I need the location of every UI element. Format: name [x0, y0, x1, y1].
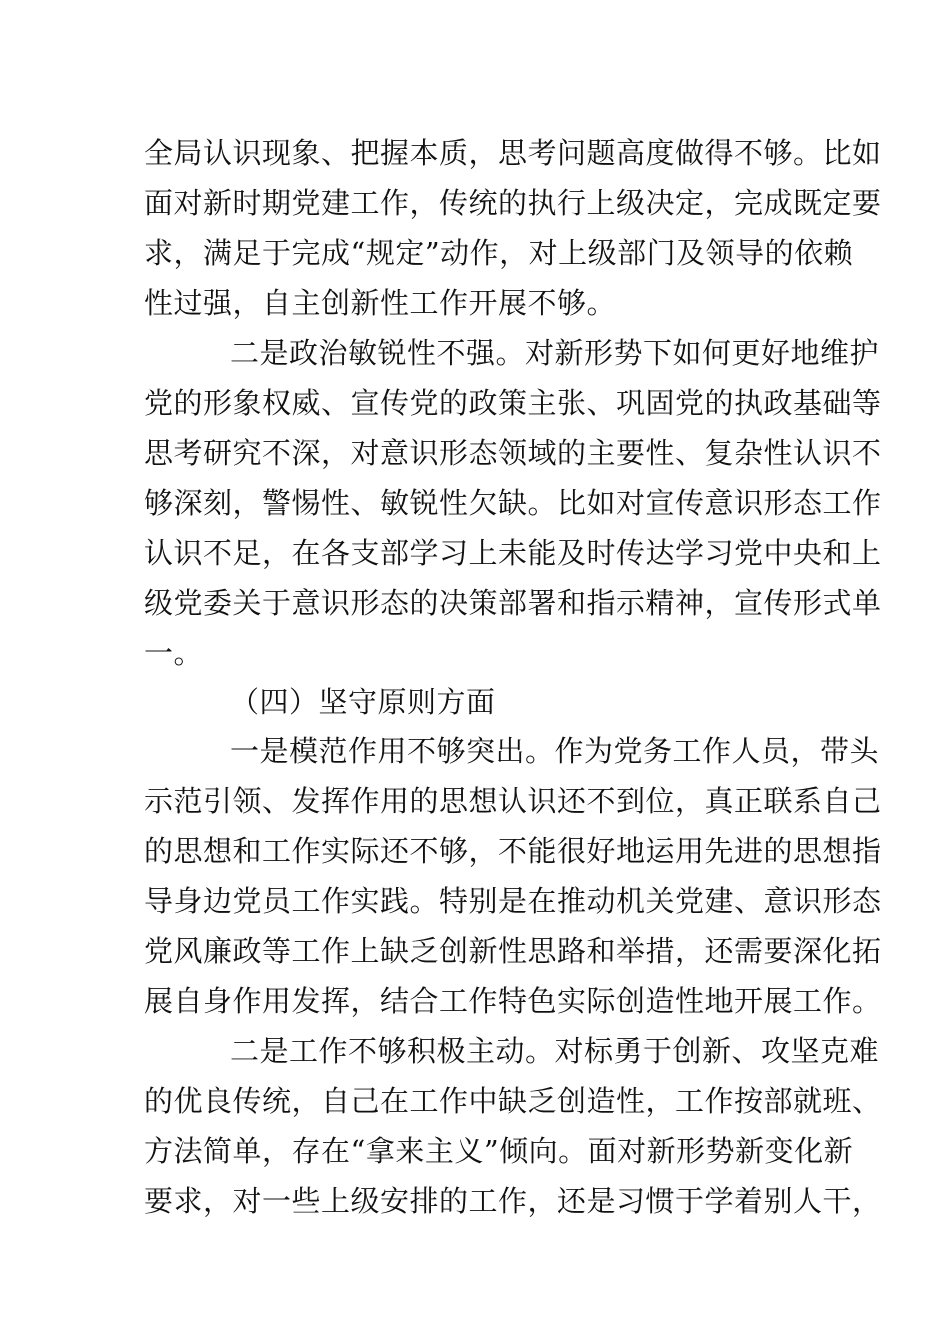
text-line: 示范引领、发挥作用的思想认识还不到位，真正联系自己: [144, 784, 882, 818]
text-line: 的优良传统，自己在工作中缺乏创造性，工作按部就班、: [144, 1084, 882, 1118]
text-line: 求，满足于完成“规定”动作，对上级部门及领导的依赖: [144, 236, 854, 270]
text-line: 要求，对一些上级安排的工作，还是习惯于学着别人干，: [144, 1184, 882, 1218]
text-line: 党的形象权威、宣传党的政策主张、巩固党的执政基础等: [144, 386, 882, 420]
text-line: 一。: [144, 636, 204, 670]
paragraph-first-line: 二是政治敏锐性不强。对新形势下如何更好地维护: [230, 336, 880, 370]
text-line: 展自身作用发挥，结合工作特色实际创造性地开展工作。: [144, 984, 882, 1018]
text-line: 够深刻，警惕性、敏锐性欠缺。比如对宣传意识形态工作: [144, 486, 882, 520]
section-heading: （四）坚守原则方面: [230, 685, 496, 719]
text-line: 认识不足，在各支部学习上未能及时传达学习党中央和上: [144, 536, 882, 570]
text-line: 方法简单，存在“拿来主义”倾向。面对新形势新变化新: [144, 1134, 854, 1168]
text-line: 级党委关于意识形态的决策部署和指示精神，宣传形式单: [144, 586, 882, 620]
text-line: 全局认识现象、把握本质，思考问题高度做得不够。比如: [144, 136, 882, 170]
text-line: 思考研究不深，对意识形态领域的主要性、复杂性认识不: [144, 436, 882, 470]
text-line: 的思想和工作实际还不够，不能很好地运用先进的思想指: [144, 834, 882, 868]
paragraph-first-line: 二是工作不够积极主动。对标勇于创新、攻坚克难: [230, 1034, 880, 1068]
text-line: 面对新时期党建工作，传统的执行上级决定，完成既定要: [144, 186, 882, 220]
text-line: 导身边党员工作实践。特别是在推动机关党建、意识形态: [144, 884, 882, 918]
text-line: 党风廉政等工作上缺乏创新性思路和举措，还需要深化拓: [144, 934, 882, 968]
paragraph-first-line: 一是模范作用不够突出。作为党务工作人员，带头: [230, 734, 880, 768]
text-line: 性过强，自主创新性工作开展不够。: [144, 286, 617, 320]
